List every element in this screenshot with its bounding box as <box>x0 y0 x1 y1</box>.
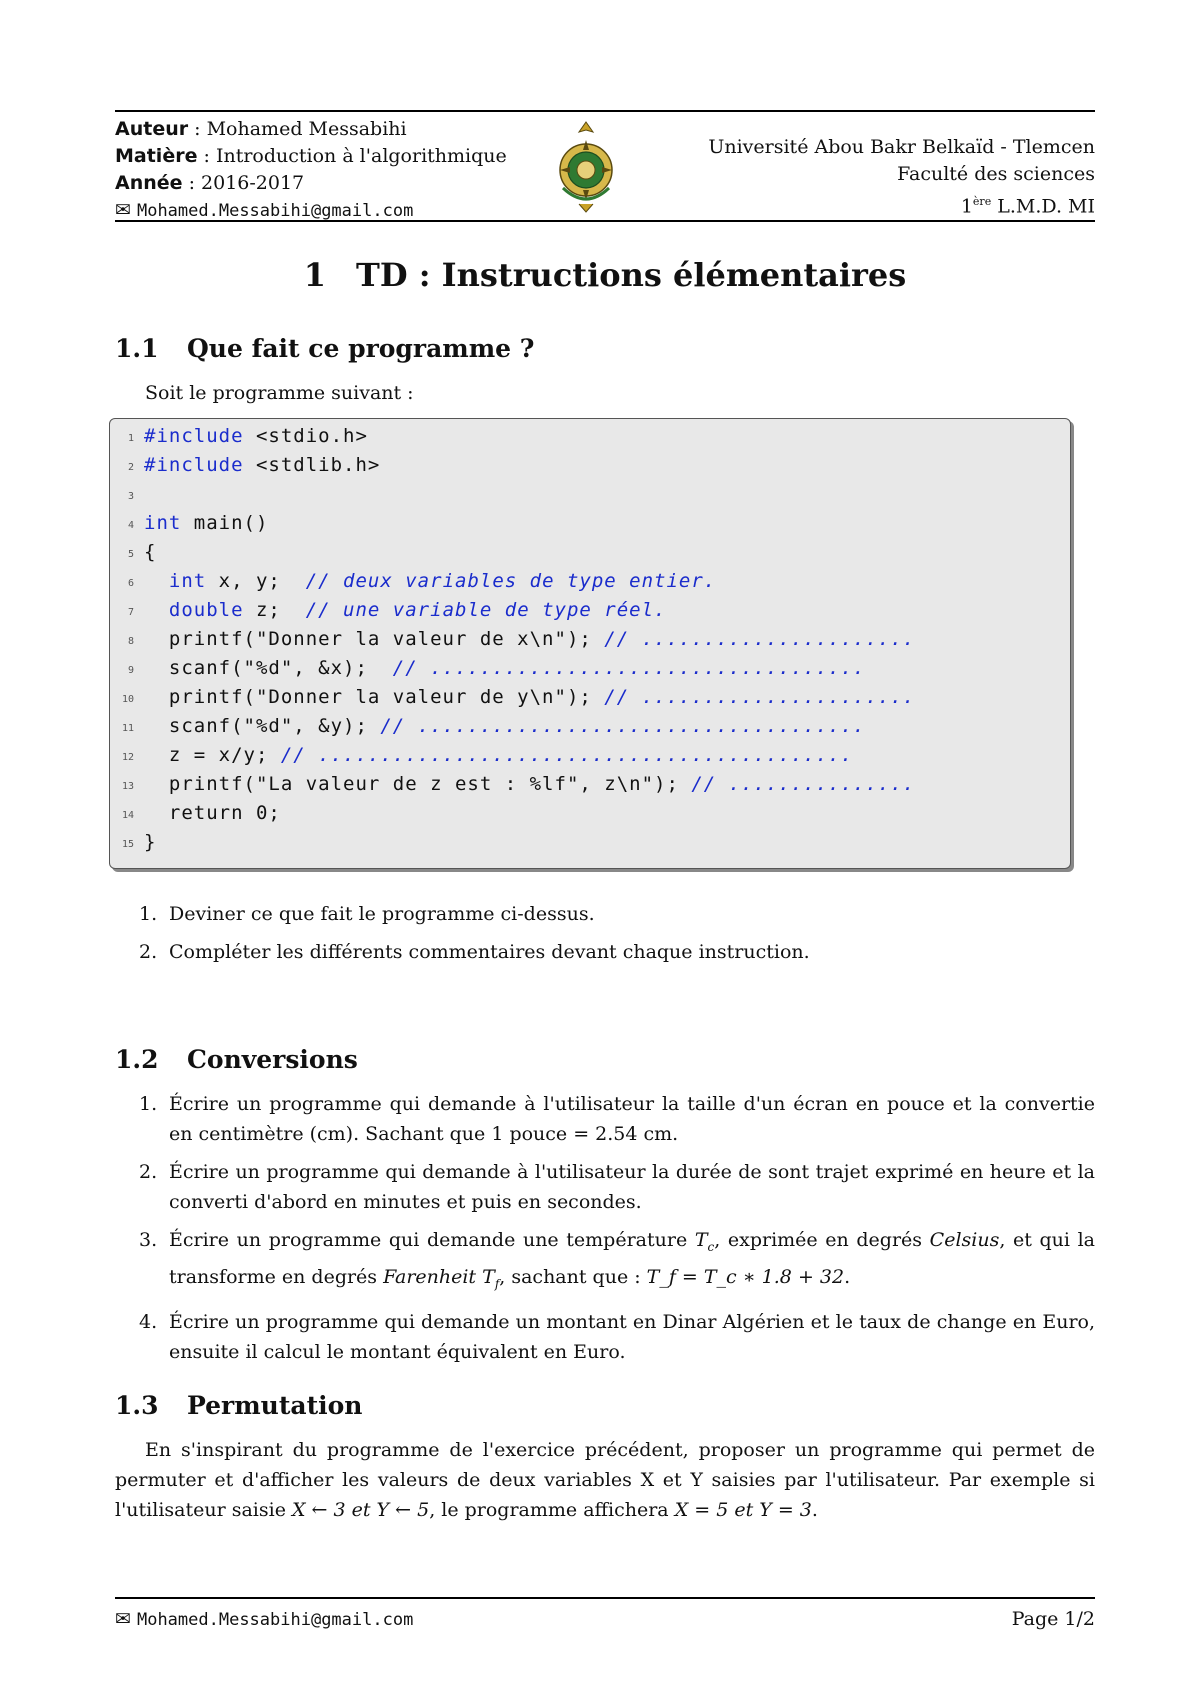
title-number: 1 <box>303 256 326 294</box>
section-3-heading <box>115 1391 1095 1435</box>
code-line-content <box>144 715 865 737</box>
code-line-content <box>144 570 716 592</box>
code-line <box>110 686 1070 715</box>
s2-item-2: Écrire un programme qui demande à l'utilisateur la durée de sont trajet exprimé en heure et la converti d'abord en minutes et puis en secondes. <box>169 1161 1095 1213</box>
section-2-number: 1.2 <box>115 1045 159 1074</box>
code-line-number: 12 <box>121 752 134 763</box>
code-listing <box>109 418 1071 869</box>
list-item: 1. Deviner ce que fait le programme ci-dessus. <box>139 903 595 925</box>
code-indent <box>144 570 169 592</box>
section-3-number: 1.3 <box>115 1390 159 1420</box>
code-indent <box>144 802 169 824</box>
code-line <box>110 715 1070 744</box>
faculty-name: Faculté des sciences <box>897 163 1095 185</box>
code-comment: // une variable de type réel. <box>305 599 667 621</box>
code-line <box>110 628 1070 657</box>
code-line-content <box>144 773 915 795</box>
footer-email: Mohamed.Messabihi@gmail.com <box>136 1610 414 1630</box>
code-keyword: #include <box>144 425 244 447</box>
university-name: Université Abou Bakr Belkaïd - Tlemcen <box>708 136 1095 158</box>
s2-item-3b: , exprimée en degrés <box>714 1229 930 1251</box>
code-line-number: 1 <box>127 433 134 444</box>
s3-text-b: , le programme affichera <box>429 1498 675 1521</box>
section-3-title: Permutation <box>187 1390 363 1420</box>
code-indent <box>144 744 169 766</box>
code-line-number: 11 <box>121 723 134 734</box>
section-3-text <box>115 1435 1095 1525</box>
code-line-number: 3 <box>127 491 134 502</box>
s2-item-3c: , et qui la transforme en degrés <box>169 1229 1095 1288</box>
code-line-number: 2 <box>127 462 134 473</box>
list-item: 4. Écrire un programme qui demande un montant en Dinar Algérien et le taux de change en Euro, ensuite il calcul le montant équivalent en Euro. <box>139 1310 1095 1363</box>
code-line <box>110 483 1070 512</box>
s3-text-c: . <box>811 1498 818 1521</box>
page-title <box>115 256 1095 334</box>
code-text: { <box>144 541 157 563</box>
author-label: Auteur <box>115 118 189 140</box>
title-text: TD : Instructions élémentaires <box>356 256 907 294</box>
section-1-number: 1.1 <box>115 334 159 363</box>
code-keyword: int <box>144 512 182 534</box>
code-comment: // ...................... <box>604 628 916 650</box>
section-1-list <box>115 899 1095 967</box>
list-item: 2. Compléter les différents commentaires devant chaque instruction. <box>139 941 810 963</box>
university-emblem-icon <box>553 118 619 214</box>
s2-item-1: Écrire un programme qui demande à l'utilisateur la taille d'un écran en pouce et la convertie en centimètre (cm). Sachant que 1 pouce = 2.54 cm. <box>169 1093 1095 1145</box>
code-text: z; <box>243 599 306 621</box>
code-indent <box>144 657 169 679</box>
header <box>115 112 1095 220</box>
s1-item-2: Compléter les différents commentaires devant chaque instruction. <box>169 941 810 963</box>
code-line <box>110 541 1070 570</box>
s3-assign: X ← 3 et Y ← 5 <box>291 1498 430 1521</box>
code-line <box>110 570 1070 599</box>
code-keyword: int <box>168 570 207 592</box>
code-line <box>110 454 1070 483</box>
code-line-content <box>144 425 368 447</box>
subject: Introduction à l'algorithmique <box>215 145 507 167</box>
code-line-content <box>144 599 666 621</box>
code-indent <box>144 686 169 708</box>
code-line-content <box>144 744 853 766</box>
year: 2016-2017 <box>201 172 305 194</box>
s3-text-a: En s'inspirant du programme de l'exercice précédent, proposer un programme qui permet de permuter et d'afficher les valeurs de deux variables X et Y saisies par l'utilisateur. Par exemple si l'utilisateur saisie <box>115 1438 1095 1521</box>
s1-item-1: Deviner ce que fait le programme ci-dessus. <box>169 903 595 925</box>
code-line-number: 14 <box>121 810 134 821</box>
code-line-content <box>144 454 380 476</box>
year-label: Année <box>115 172 183 194</box>
code-text: main() <box>181 512 269 534</box>
code-text: z = x/y; <box>168 744 281 766</box>
code-line-content <box>144 541 156 563</box>
code-line <box>110 599 1070 628</box>
list-item: 2. Écrire un programme qui demande à l'utilisateur la durée de sont trajet exprimé en heure et la converti d'abord en minutes et puis en secondes. <box>139 1161 1095 1213</box>
page-number: Page 1/2 <box>1011 1608 1095 1630</box>
code-text: x, y; <box>206 570 306 592</box>
code-line-content <box>144 657 865 679</box>
code-line <box>110 802 1070 831</box>
header-left: Auteur : Mohamed Messabihi Matière : Introduction à l'algorithmique Année : 2016-2017 ✉ Mohamed.Messabihi@gmail.com <box>115 118 507 221</box>
level-num: 1 <box>960 195 973 218</box>
code-line-number: 13 <box>121 781 134 792</box>
s3-result: X = 5 et Y = 3 <box>674 1498 812 1521</box>
code-comment: // .................................... <box>380 715 866 737</box>
code-keyword: double <box>168 599 244 621</box>
code-comment: // ...................... <box>604 686 916 708</box>
code-line <box>110 744 1070 773</box>
code-line-number: 6 <box>127 578 134 589</box>
envelope-icon: ✉ <box>115 199 131 221</box>
code-text: scanf("%d", &x); <box>168 657 393 679</box>
code-keyword: #include <box>144 454 244 476</box>
header-email: Mohamed.Messabihi@gmail.com <box>136 201 414 221</box>
code-indent <box>144 599 169 621</box>
code-text: printf("Donner la valeur de y\n"); <box>168 686 605 708</box>
list-item: 3. Écrire un programme qui demande une température $T_c$, exprimée en degrés Celsius, et qui la transforme en degrés Farenheit $T_f$, sachant que : T_f = T_c ∗ 1.8 + 32. <box>139 1229 1095 1291</box>
footer <box>115 1597 1095 1639</box>
code-line-number: 15 <box>121 839 134 850</box>
code-line-content <box>144 686 915 708</box>
code-line-content <box>144 831 156 853</box>
code-line <box>110 657 1070 686</box>
list-item: 1. Écrire un programme qui demande à l'utilisateur la taille d'un écran en pouce et la convertie en centimètre (cm). Sachant que 1 pouce = 2.54 cm. <box>139 1093 1095 1145</box>
footer-envelope-icon: ✉ <box>115 1608 131 1630</box>
code-comment: // ........................................... <box>280 744 854 766</box>
s2-item-3a: Écrire un programme qui demande une température <box>169 1229 695 1251</box>
code-line-number: 10 <box>121 694 134 705</box>
code-comment: // ............... <box>691 773 916 795</box>
code-comment: // deux variables de type entier. <box>305 570 717 592</box>
section-1-title: Que fait ce programme ? <box>187 334 535 363</box>
section-2-list <box>115 1089 1095 1367</box>
code-text: printf("Donner la valeur de x\n"); <box>168 628 605 650</box>
code-text: printf("La valeur de z est : %lf", z\n"); <box>168 773 692 795</box>
level-sup: ère <box>972 195 992 208</box>
header-right <box>708 134 1095 220</box>
code-line <box>110 773 1070 802</box>
farenheit-word: Farenheit <box>383 1265 477 1288</box>
code-text: } <box>144 831 157 853</box>
celsius-word: Celsius <box>929 1229 1000 1251</box>
code-indent <box>144 773 169 795</box>
code-text: <stdlib.h> <box>243 454 381 476</box>
code-line <box>110 425 1070 454</box>
page <box>115 110 1095 1525</box>
s2-item-4: Écrire un programme qui demande un montant en Dinar Algérien et le taux de change en Euro, ensuite il calcul le montant équivalent en Euro. <box>169 1310 1095 1363</box>
s2-item-3d: , sachant que : <box>499 1265 647 1288</box>
code-comment: // ................................... <box>392 657 866 679</box>
code-indent <box>144 715 169 737</box>
temperature-formula: T_f = T_c ∗ 1.8 + 32 <box>646 1265 845 1288</box>
code-line <box>110 831 1070 860</box>
code-line <box>110 512 1070 541</box>
code-line-number: 9 <box>127 665 134 676</box>
code-line-content <box>144 802 281 824</box>
section-2-heading <box>115 1045 1095 1089</box>
code-line-content <box>144 628 915 650</box>
code-text: return 0; <box>168 802 281 824</box>
subject-label: Matière <box>115 145 198 167</box>
section-1-intro: Soit le programme suivant : <box>145 382 414 404</box>
section-2-title: Conversions <box>187 1045 358 1074</box>
level-rest: L.M.D. MI <box>997 195 1095 218</box>
author: Mohamed Messabihi <box>206 118 407 140</box>
code-line-content <box>144 512 268 534</box>
code-text: scanf("%d", &y); <box>168 715 381 737</box>
section-1-heading <box>115 334 1095 378</box>
code-text: <stdio.h> <box>243 425 368 447</box>
code-line-number: 5 <box>127 549 134 560</box>
code-line-number: 7 <box>127 607 134 618</box>
code-line-number: 8 <box>127 636 134 647</box>
code-indent <box>144 628 169 650</box>
code-line-number: 4 <box>127 520 134 531</box>
